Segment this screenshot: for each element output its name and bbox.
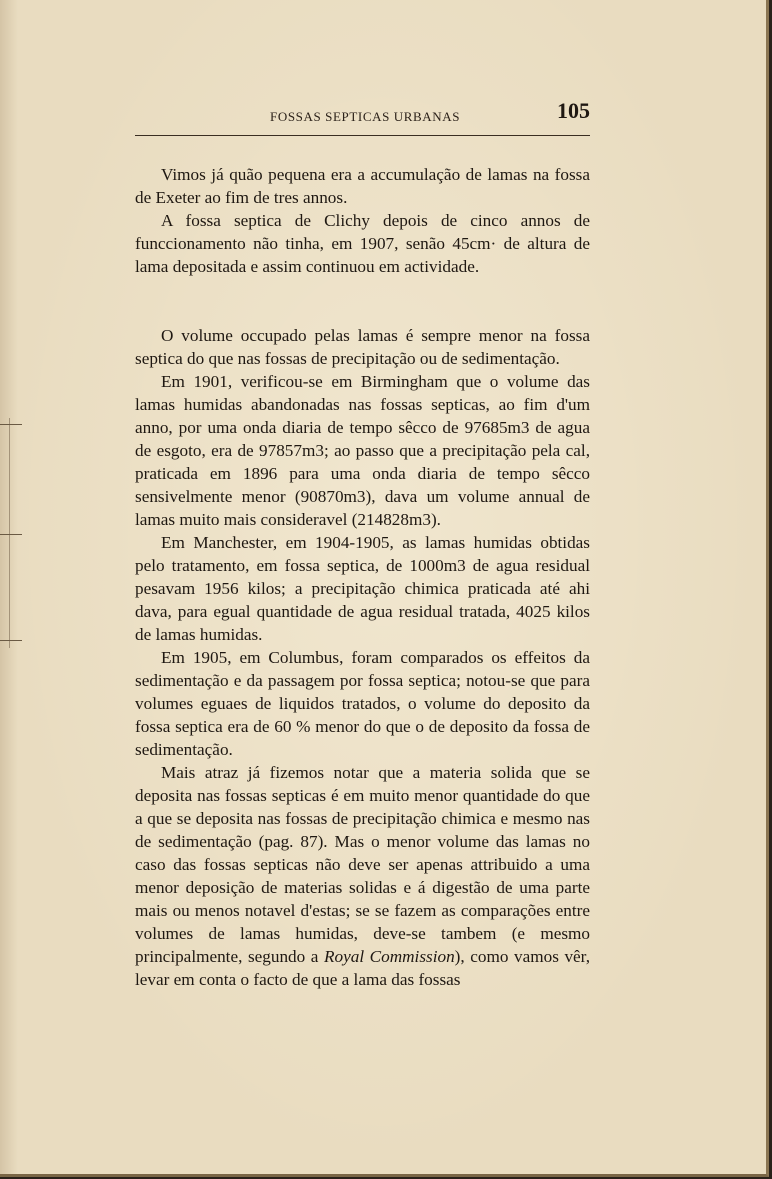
paragraph-birmingham: Em 1901, verificou-se em Birmingham que o volume das lamas humidas abandonadas nas fossas septicas, ao fim d'um anno, por uma onda diaria de tempo sêcco de 97685m3 de agua de esgoto, era de 97857m3; ao passo que a precipitação pela cal, praticada em 1896 para uma onda diaria de tempo sêcco sensivelmente menor (90870m3), dava um volume annual de lamas muito mais consideravel (214828m3).: [135, 372, 590, 529]
text-block-volumes: [135, 324, 590, 991]
page-number: 105: [557, 98, 590, 123]
paragraph-clichy: A fossa septica de Clichy depois de cinco annos de funccionamento não tinha, em 1907, senão 45cm· de altura de lama depositada e assim continuou em actividade.: [135, 211, 590, 276]
paragraph-columbus: Em 1905, em Columbus, foram comparados os effeitos da sedimentação e da passagem por fossa septica; notou-se que para volumes eguaes de liquidos tratados, o volume do deposito da fossa septica era de 60 % menor do que o de deposito da fossa de sedimentação.: [135, 648, 590, 759]
paragraph-volume-intro: O volume occupado pelas lamas é sempre menor na fossa septica do que nas fossas de precipitação ou de sedimentação.: [135, 326, 590, 368]
paragraph-manchester: Em Manchester, em 1904-1905, as lamas humidas obtidas pelo tratamento, em fossa septica, de 1000m3 de agua residual pesavam 1956 kilos; a precipitação chimica praticada até ahi dava, para egual quantidade de agua residual tratada, 4025 kilos de lamas humidas.: [135, 533, 590, 644]
paragraph-materia-solida-end: ), como vamos vêr, levar em conta o facto de que a lama das fossas: [135, 947, 591, 989]
running-title: FOSSAS SEPTICAS URBANAS: [270, 109, 461, 124]
header-rule: [135, 135, 590, 136]
binding-mark: [0, 534, 22, 535]
paragraph-exeter: Vimos já quão pequena era a accumulação de lamas na fossa de Exeter ao fim de tres annos.: [135, 165, 590, 207]
royal-commission-italic: Royal Commission: [324, 947, 455, 966]
binding-mark: [0, 640, 22, 641]
text-block-clichy: [135, 163, 590, 278]
paragraph-materia-solida: [135, 761, 590, 991]
binding-mark: [0, 424, 22, 425]
binding-thread: [9, 418, 10, 648]
page-header: [135, 100, 590, 132]
paragraph-materia-solida-start: Mais atraz já fizemos notar que a materia solida que se deposita nas fossas septicas é em muito menor quantidade do que a que se deposita nas fossas de precipitação chimica e mesmo nas de sedimentação (pag. 87). Mas o menor volume das lamas no caso das fossas septicas não deve ser apenas attribuido a uma menor deposição de materias solidas e á digestão de uma parte mais ou menos notavel d'estas; se se fazem as comparações entre volumes de lamas humidas, deve-se tambem (e mesmo principalmente, segundo a: [135, 763, 590, 966]
